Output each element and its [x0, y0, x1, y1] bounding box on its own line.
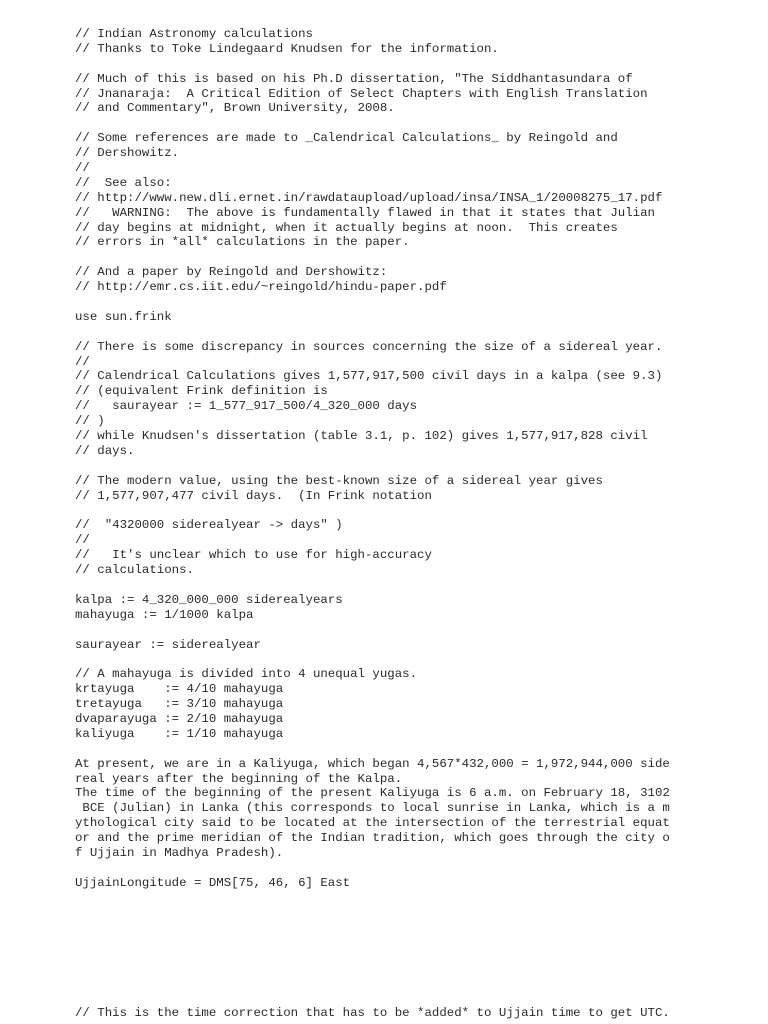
code-line: // The modern value, using the best-known size of a sidereal year gives: [75, 473, 603, 488]
source-code-footer-line: // This is the time correction that has to be *added* to Ujjain time to get UTC.: [75, 1006, 670, 1020]
code-line: real years after the beginning of the Kalpa.: [75, 771, 403, 786]
blank-line: [75, 623, 670, 638]
code-line: ythological city said to be located at the intersection of the terrestrial equat: [75, 816, 670, 831]
code-line: // Jnanaraja: A Critical Edition of Select Chapters with English Translation: [75, 86, 648, 101]
code-line: // Some references are made to _Calendrical Calculations_ by Reingold and: [75, 131, 618, 146]
blank-line: [75, 57, 670, 72]
code-line: mahayuga := 1/1000 kalpa: [75, 607, 254, 622]
code-line: // Dershowitz.: [75, 146, 180, 161]
code-line: kaliyuga := 1/10 mahayuga: [75, 726, 284, 741]
code-line: f Ujjain in Madhya Pradesh).: [75, 845, 284, 860]
code-line: // Calendrical Calculations gives 1,577,917,500 civil days in a kalpa (see 9.3): [75, 369, 663, 384]
blank-line: [75, 459, 670, 474]
code-line: // day begins at midnight, when it actually begins at noon. This creates: [75, 220, 618, 235]
code-line: // calculations.: [75, 563, 194, 578]
code-line: UjjainLongitude = DMS[75, 46, 6] East: [75, 875, 351, 890]
blank-line: [75, 578, 670, 593]
blank-line: [75, 861, 670, 876]
code-line: //: [75, 161, 90, 176]
code-line: // days.: [75, 443, 135, 458]
code-line: // WARNING: The above is fundamentally flawed in that it states that Julian: [75, 205, 655, 220]
code-line: or and the prime meridian of the Indian tradition, which goes through the city o: [75, 831, 670, 846]
code-line: // saurayear := 1_577_917_500/4_320_000 days: [75, 399, 418, 414]
blank-line: [75, 325, 670, 340]
code-line: // See also:: [75, 175, 172, 190]
code-line: BCE (Julian) in Lanka (this corresponds to local sunrise in Lanka, which is a m: [75, 801, 670, 816]
code-line: // (equivalent Frink definition is: [75, 384, 328, 399]
code-line: // Much of this is based on his Ph.D dissertation, "The Siddhantasundara of: [75, 71, 633, 86]
code-line: krtayuga := 4/10 mahayuga: [75, 682, 284, 697]
code-line: saurayear := siderealyear: [75, 637, 261, 652]
blank-line: [75, 652, 670, 667]
source-code-block: [75, 27, 670, 891]
code-line: // ): [75, 414, 105, 429]
blank-line: [75, 742, 670, 757]
code-line: // http://emr.cs.iit.edu/~reingold/hindu-paper.pdf: [75, 280, 447, 295]
code-line: // and Commentary", Brown University, 2008.: [75, 101, 395, 116]
blank-line: [75, 116, 670, 131]
code-line: // A mahayuga is divided into 4 unequal yugas.: [75, 667, 418, 682]
code-line: // "4320000 siderealyear -> days" ): [75, 518, 343, 533]
blank-line: [75, 250, 670, 265]
code-line: The time of the beginning of the present Kaliyuga is 6 a.m. on February 18, 3102: [75, 786, 670, 801]
code-line: //: [75, 354, 90, 369]
code-line: // There is some discrepancy in sources concerning the size of a sidereal year.: [75, 339, 663, 354]
code-line: kalpa := 4_320_000_000 siderealyears: [75, 592, 343, 607]
code-line: use sun.frink: [75, 309, 172, 324]
blank-line: [75, 504, 670, 519]
code-line: //: [75, 533, 90, 548]
code-line: dvaparayuga := 2/10 mahayuga: [75, 711, 284, 726]
code-line: // http://www.new.dli.ernet.in/rawdataupload/upload/insa/INSA_1/20008275_17.pdf: [75, 190, 663, 205]
blank-line: [75, 295, 670, 310]
code-line: // while Knudsen's dissertation (table 3.1, p. 102) gives 1,577,917,828 civil: [75, 429, 648, 444]
code-line: tretayuga := 3/10 mahayuga: [75, 697, 284, 712]
code-line: At present, we are in a Kaliyuga, which began 4,567*432,000 = 1,972,944,000 side: [75, 756, 670, 771]
code-line: // It's unclear which to use for high-accuracy: [75, 548, 432, 563]
code-line: // And a paper by Reingold and Dershowitz:: [75, 265, 388, 280]
code-line: // Indian Astronomy calculations: [75, 27, 313, 41]
code-line: // errors in *all* calculations in the paper.: [75, 235, 410, 250]
code-line: // 1,577,907,477 civil days. (In Frink notation: [75, 488, 432, 503]
code-line: // Thanks to Toke Lindegaard Knudsen for the information.: [75, 41, 499, 56]
